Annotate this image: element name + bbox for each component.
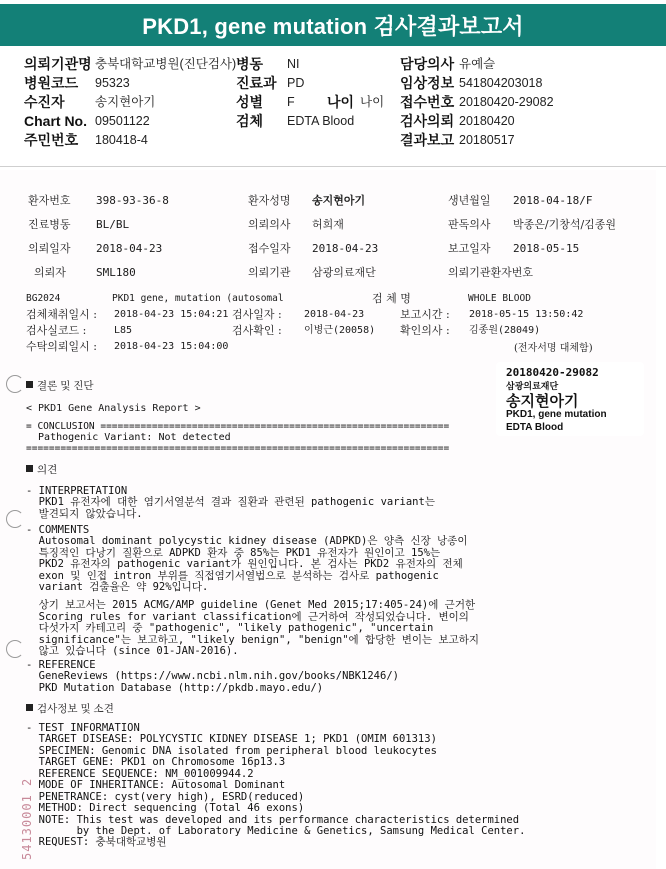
label-read-doctor: 판독의사 (448, 218, 491, 231)
value-req-inst: 삼광의료재단 (312, 266, 376, 279)
vertical-barcode-number: 54130001 2 (20, 777, 34, 860)
sticker-test: PKD1, gene mutation (506, 409, 607, 420)
reference-heading: - REFERENCE (26, 659, 96, 671)
value-clinical-info: 541804203018 (459, 76, 543, 90)
value-read-doctor: 박종은/기창석/김종원 (513, 218, 617, 231)
section-opinion-heading (26, 464, 57, 477)
binder-hole-icon (6, 510, 24, 528)
label-birth: 생년월일 (448, 194, 491, 207)
interpretation-heading: - INTERPRETATION (26, 485, 128, 497)
label-test-date: 검사일자 : (232, 308, 282, 321)
label-attending-doctor: 담당의사 (400, 56, 455, 72)
value-requester: SML180 (96, 266, 136, 279)
value-consign-time: 2018-04-23 15:04:00 (114, 341, 229, 352)
label-req-inst: 의뢰기관 (248, 266, 291, 279)
sticker-specimen: EDTA Blood (506, 422, 564, 433)
value-test-date: 2018-04-23 (304, 309, 365, 320)
conclusion-end-line: ========================================================================== (26, 443, 450, 454)
binder-hole-icon (6, 640, 24, 658)
comments-text-2: 상기 보고서는 2015 ACMG/AMP guideline (Genet Med 2015;17:405-24)에 근거한 Scoring rules for variant classification에 근거하여 작성되었습니다. 변이의 다섯가지 카테고리 중 "pathogenic", "likely pathogenic", "uncertain significance"는 보고하고, "likely benign", "benign"에 합당한 변이는 보고하지 않고 있습니다 (since 01-JAN-2016). (38, 599, 480, 657)
value-resident-no: 180418-4 (95, 133, 148, 147)
value-hospital-code: 95323 (95, 76, 130, 90)
report-header (0, 54, 666, 167)
value-req-doctor: 허희재 (312, 218, 344, 231)
label-request-date: 검사의뢰 (400, 113, 455, 129)
label-patient-name: 환자성명 (248, 194, 291, 207)
binder-hole-icon (6, 375, 24, 393)
label-req-date: 의뢰일자 (28, 242, 71, 255)
test-name: PKD1 gene, mutation (autosomal (112, 293, 284, 304)
label-resident-no: 주민번호 (24, 132, 79, 148)
request-line: REQUEST: 충북대학교병원 (26, 836, 167, 848)
testinfo-heading: - TEST INFORMATION (26, 722, 140, 734)
value-req-date: 2018-04-23 (96, 242, 163, 255)
comments-heading: - COMMENTS (26, 524, 90, 536)
value-sex: F (287, 95, 295, 109)
value-report-date: 2018-05-15 (513, 242, 580, 255)
interpretation-text: PKD1 유전자에 대한 염기서열분석 결과 질환과 관련된 pathogenic variant는 발견되지 않았습니다. (38, 496, 435, 520)
label-report-time: 보고시간 : (400, 308, 450, 321)
conclusion-header-line: = CONCLUSION ============================================================= (26, 421, 450, 432)
esign-note: (전자서명 대체함) (514, 343, 593, 354)
label-report-date: 보고일자 (448, 242, 491, 255)
value-specimen-name: WHOLE BLOOD (468, 293, 531, 304)
label-inst-patient-no: 의뢰기관환자번호 (448, 266, 534, 279)
reference-text: GeneReviews (https://www.ncbi.nlm.nih.gov/books/NBK1246/) PKD Mutation Database (http://pkdb.mayo.edu/) (38, 670, 399, 694)
specimen-label-sticker (496, 362, 644, 436)
value-patient-name: 송지현아기 (312, 194, 366, 207)
label-req-doctor: 의뢰의사 (248, 218, 291, 231)
section-testinfo-title: 검사정보 및 소견 (37, 703, 114, 715)
label-requester: 의뢰자 (34, 266, 66, 279)
value-request-date: 20180420 (459, 114, 515, 128)
section-conclusion-heading (26, 380, 94, 393)
label-patient: 수진자 (24, 94, 65, 110)
label-collect-time: 검체채취일시 : (26, 308, 97, 321)
report-title: PKD1, gene mutation 검사결과보고서 (142, 13, 524, 39)
value-attending-doctor: 유예슬 (459, 57, 496, 71)
sticker-patient: 송지현아기 (506, 393, 579, 410)
label-lab-code: 검사실코드 : (26, 324, 87, 337)
label-chart-no: Chart No. (24, 113, 87, 129)
section-testinfo-heading (26, 703, 114, 716)
value-result-report: 20180517 (459, 133, 515, 147)
label-hospital-code: 병원코드 (24, 75, 79, 91)
value-patient: 송지현아기 (95, 95, 156, 109)
value-chart-no: 09501122 (95, 114, 150, 128)
label-care-ward: 진료병동 (28, 218, 71, 231)
label-result-report: 결과보고 (400, 132, 455, 148)
label-confirm-doctor: 확인의사 : (400, 324, 450, 337)
label-ward: 병동 (236, 56, 264, 72)
value-confirm-doctor: 김종원(28049) (469, 325, 541, 336)
label-requesting-institution: 의뢰기관명 (24, 56, 92, 72)
value-requesting-institution: 충북대학교병원(진단검사) (95, 57, 237, 71)
value-age: 나이 (360, 95, 385, 109)
label-consign-time: 수탁의뢰일시 : (26, 340, 97, 353)
value-test-confirm: 이병근(20058) (304, 325, 376, 336)
section-conclusion-title: 결론 및 진단 (37, 380, 94, 392)
scanned-report (0, 170, 656, 869)
label-accession-no: 접수번호 (400, 94, 455, 110)
label-test-confirm: 검사확인 : (232, 324, 282, 337)
conclusion-result: Pathogenic Variant: Not detected (26, 432, 231, 443)
value-patient-no: 398-93-36-8 (96, 194, 169, 207)
label-specimen: 검체 (236, 113, 264, 129)
label-specimen-name: 검 체 명 (372, 292, 411, 305)
label-department: 진료과 (236, 75, 277, 91)
square-bullet-icon (26, 465, 33, 472)
section-opinion-title: 의견 (37, 464, 58, 476)
sticker-accession: 20180420-29082 (506, 366, 599, 379)
report-title-bar (0, 4, 666, 46)
report-subtitle: < PKD1 Gene Analysis Report > (26, 403, 201, 414)
value-birth: 2018-04-18/F (513, 194, 593, 207)
testinfo-text: TARGET DISEASE: POLYCYSTIC KIDNEY DISEASE 1; PKD1 (OMIM 601313) SPECIMEN: Genomic DNA isolated from peripheral blood leukocytes TARGET GENE: PKD1 on Chromosome 16p13.3 REFERENCE SEQUENCE: NM_001009944.2 MODE OF INHERITANCE: Autosomal Dominant PENETRANCE: cyst(very high), ESRD(reduced) METHOD: Direct sequencing (Total 46 exons) NOTE: This test was developed and its performance characteristics determined by the Dept. of Laboratory Medicine & Genetics, Samsung Medical Center. (38, 733, 526, 837)
value-lab-code: L85 (114, 325, 133, 336)
value-specimen: EDTA Blood (287, 114, 355, 128)
value-report-time: 2018-05-15 13:50:42 (469, 309, 584, 320)
label-clinical-info: 임상정보 (400, 75, 455, 91)
value-care-ward: BL/BL (96, 218, 130, 231)
test-code: BG2024 (26, 293, 61, 304)
value-ward: NI (287, 57, 300, 71)
label-recv-date: 접수일자 (248, 242, 291, 255)
square-bullet-icon (26, 381, 33, 388)
value-department: PD (287, 76, 305, 90)
label-patient-no: 환자번호 (28, 194, 71, 207)
sticker-institution: 삼광의료재단 (506, 381, 559, 391)
comments-text: Autosomal dominant polycystic kidney disease (ADPKD)은 양측 신장 낭종이 특징적인 다낭기 질환으로 ADPKD 환자 중 85%는 PKD1 유전자가 원인이고 15%는 PKD2 유전자의 pathogenic variant가 원인입니다. 본 검사는 PKD2 유전자의 전체 exon 및 인접 intron 부위를 직접염기서열법으로 분석하는 검사로 pathogenic variant 검출율은 약 92%입니다. (38, 535, 468, 593)
label-sex: 성별 (236, 94, 264, 110)
value-accession-no: 20180420-29082 (459, 95, 554, 109)
value-collect-time: 2018-04-23 15:04:21 (114, 309, 229, 320)
square-bullet-icon (26, 704, 33, 711)
value-recv-date: 2018-04-23 (312, 242, 379, 255)
label-age: 나이 (327, 94, 355, 110)
